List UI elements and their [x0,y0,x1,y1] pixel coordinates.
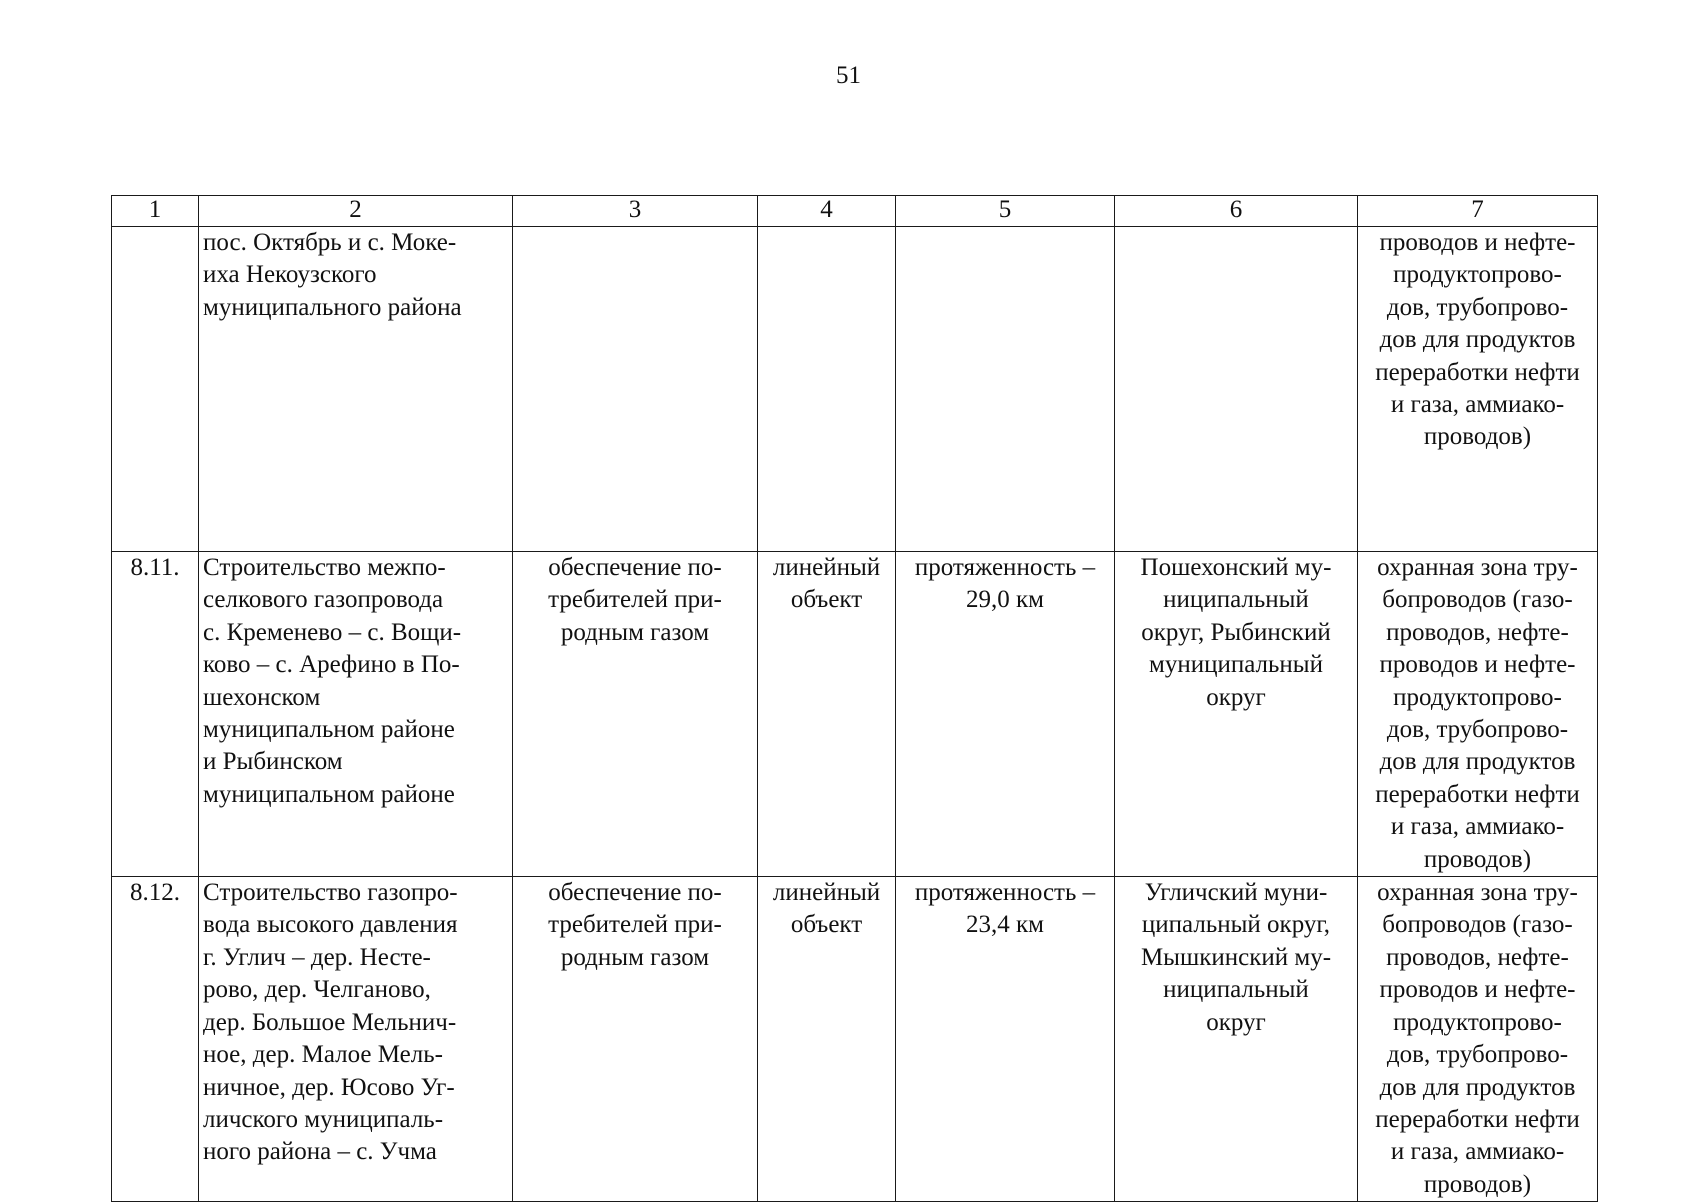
object-name-cell: Строительство газопро- вода высокого давления г. Углич – дер. Несте- рово, дер. Челганово, дер. Большое Мельнич- ное, дер. Малое Мель- ничное, дер. Юсово Уг- личского муниципаль- ного района – с. Учма [199,877,513,1202]
table-row [112,227,1598,552]
column-header: 4 [758,196,896,227]
column-header: 5 [896,196,1115,227]
column-header: 3 [513,196,758,227]
zone-cell: охранная зона тру- бопроводов (газо- проводов, нефте- проводов и нефте- продуктопрово- дов, трубопрово- дов для продуктов переработки нефти и газа, аммиако- проводов) [1358,552,1598,877]
purpose-cell: обеспечение по- требителей при- родным газом [513,877,758,1202]
zone-cell: проводов и нефте- продуктопрово- дов, трубопрово- дов для продуктов переработки нефти и газа, аммиако- проводов) [1358,227,1598,552]
row-number-cell [112,227,199,552]
page-number: 51 [836,62,861,89]
table-row [112,877,1598,1202]
purpose-cell [513,227,758,552]
object-type-cell: линейный объект [758,552,896,877]
row-number-cell: 8.12. [112,877,199,1202]
location-cell: Пошехонский му- ниципальный округ, Рыбинский муниципальный округ [1115,552,1358,877]
location-cell: Угличский муни- ципальный округ, Мышкинский му- ниципальный округ [1115,877,1358,1202]
characteristic-cell: протяженность – 23,4 км [896,877,1115,1202]
object-name-cell: пос. Октябрь и с. Моке- иха Некоузского муниципального района [199,227,513,552]
column-header: 1 [112,196,199,227]
purpose-cell: обеспечение по- требителей при- родным газом [513,552,758,877]
table-row [112,552,1598,877]
row-number-cell: 8.11. [112,552,199,877]
object-name-cell: Строительство межпо- селкового газопровода с. Кременево – с. Вощи- ково – с. Арефино в По- шехонском муниципальном районе и Рыбинском муниципальном районе [199,552,513,877]
objects-table [111,195,1598,1202]
object-type-cell: линейный объект [758,877,896,1202]
location-cell [1115,227,1358,552]
column-header: 7 [1358,196,1598,227]
zone-cell: охранная зона тру- бопроводов (газо- проводов, нефте- проводов и нефте- продуктопрово- дов, трубопрово- дов для продуктов переработки нефти и газа, аммиако- проводов) [1358,877,1598,1202]
table-header-row [112,196,1598,227]
characteristic-cell [896,227,1115,552]
object-type-cell [758,227,896,552]
characteristic-cell: протяженность – 29,0 км [896,552,1115,877]
column-header: 6 [1115,196,1358,227]
column-header: 2 [199,196,513,227]
